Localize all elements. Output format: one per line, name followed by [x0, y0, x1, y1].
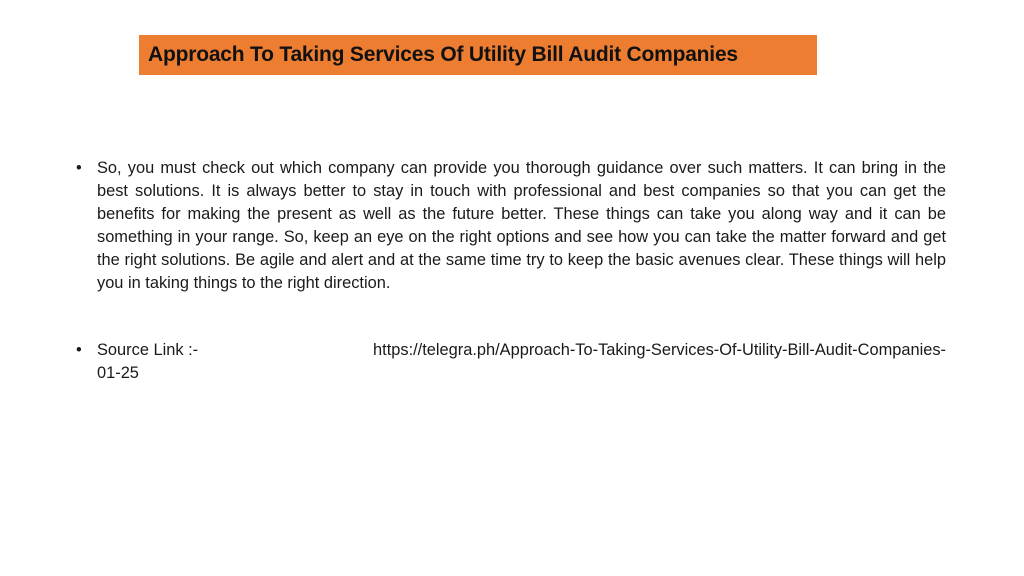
bullet-item-paragraph [76, 157, 946, 295]
bullet-list [76, 157, 946, 385]
bullet-icon: • [76, 341, 82, 359]
source-link-line1[interactable]: https://telegra.ph/Approach-To-Taking-Services-Of-Utility-Bill-Audit-Companies- [373, 341, 946, 359]
slide-title: Approach To Taking Services Of Utility Bill Audit Companies [148, 43, 738, 66]
bullet-icon: • [76, 159, 82, 177]
bullet-paragraph-text: So, you must check out which company can provide you thorough guidance over such matters. It can bring in the best solutions. It is always better to stay in touch with professional and best companies so that you can get the benefits for making the present as well as the future better. These things can take you along way and it can be something in your range. So, keep an eye on the right options and see how you can take the matter forward and get the right solutions. Be agile and alert and at the same time try to keep the basic avenues clear. These things will help you in taking things to the right direction. [97, 159, 946, 292]
source-line [97, 339, 946, 362]
title-banner [139, 35, 817, 75]
bullet-item-source [76, 339, 946, 385]
source-label: Source Link :- [97, 341, 199, 359]
source-link-line2[interactable]: 01-25 [97, 364, 139, 382]
